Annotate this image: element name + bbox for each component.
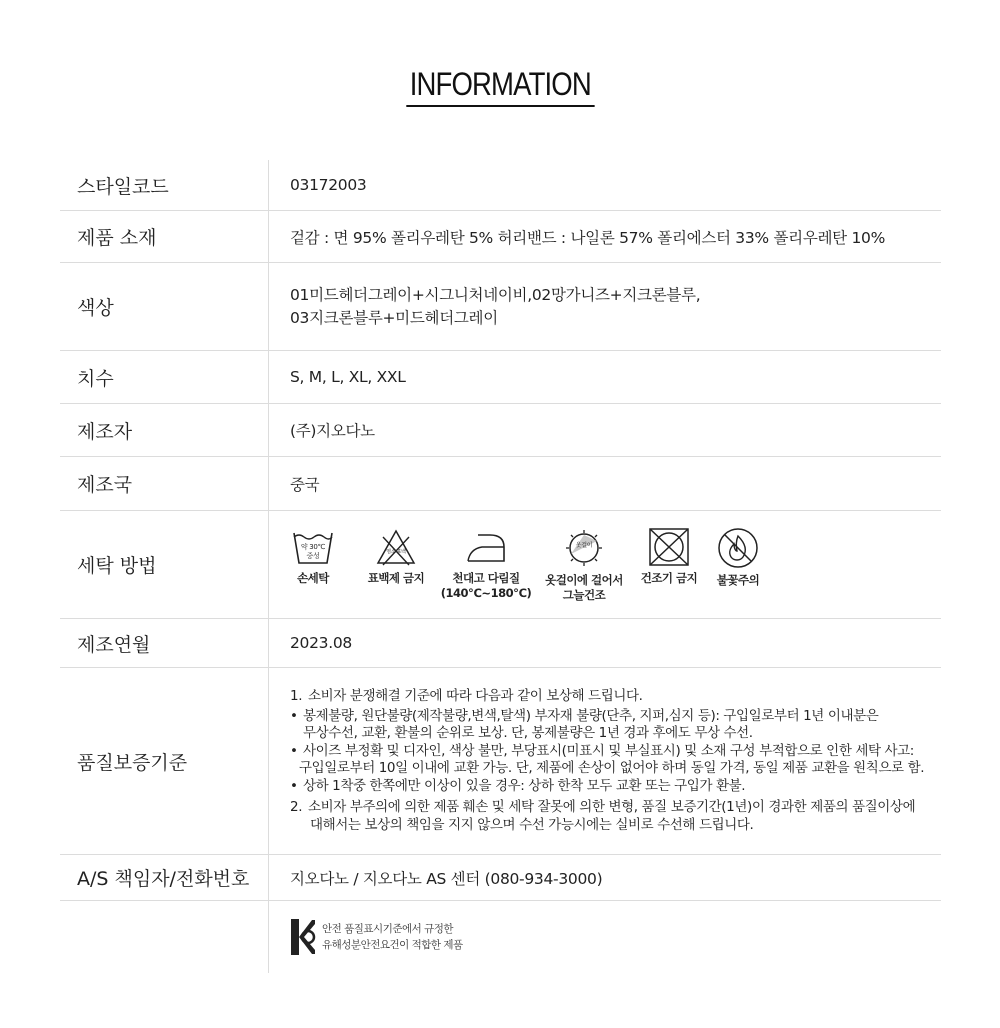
value-size: S, M, L, XL, XXL [290, 368, 406, 386]
wash-label-dryer: 건조기 금지 [640, 571, 698, 585]
value-as: 지오다노 / 지오다노 AS 센터 (080-934-3000) [290, 869, 603, 888]
label-maker: 제조자 [60, 404, 269, 456]
label-size: 치수 [60, 351, 269, 403]
label-washing: 세탁 방법 [60, 511, 269, 618]
wash-item-hand [287, 527, 339, 586]
wash-label-iron: 천대고 다림질 (140℃~180℃) [440, 571, 532, 600]
value-date: 2023.08 [290, 634, 352, 652]
label-date: 제조연월 [60, 619, 269, 667]
row-date [60, 619, 941, 668]
color-line-1: 01미드헤더그레이+시그니처네이비,02망가니즈+지크론블루, [290, 285, 701, 304]
wash-item-iron [441, 527, 531, 601]
kc-logo-icon [290, 918, 316, 956]
row-color [60, 263, 941, 351]
wash-label-flame: 불꽃주의 [716, 573, 760, 587]
row-size [60, 351, 941, 404]
quality-bullet-2: • 사이즈 부정확 및 디자인, 색상 불만, 부당표시(미표시 및 부실표시) 및 소재 구성 부적합으로 인한 세탁 사고: 구입일로부터 10일 이내에 교환 가능. 단, 제품에 손상이 없어야 하며 동일 가격, 동일 제품 교환을 원칙으로 함. [290, 742, 925, 776]
kc-certification [290, 918, 463, 956]
quality-p1: 1. 소비자 분쟁해결 기준에 따라 다음과 같이 보상해 드립니다. [290, 688, 643, 704]
no-tumble-dry-icon [647, 527, 691, 567]
hand-wash-temp: 약 30℃ [300, 543, 326, 551]
info-table [60, 160, 941, 973]
label-quality: 품질보증기준 [60, 668, 269, 854]
wash-item-dryer [637, 527, 701, 586]
label-style-code: 스타일코드 [60, 160, 269, 210]
value-maker: (주)지오다노 [290, 422, 375, 440]
label-kc-empty [60, 901, 269, 973]
flame-caution-icon [716, 527, 760, 569]
value-quality [269, 668, 941, 854]
row-kc [60, 901, 941, 973]
label-as: A/S 책임자/전화번호 [60, 855, 269, 900]
iron-icon [464, 527, 508, 567]
kc-mark [269, 901, 941, 973]
row-as [60, 855, 941, 901]
kc-text: 안전 품질표시기준에서 규정한 유해성분안전요건이 적합한 제품 [322, 923, 463, 951]
wash-item-hang [539, 527, 629, 603]
value-material: 겉감 : 면 95% 폴리우레탄 5% 허리밴드 : 나일론 57% 폴리에스터 33% 폴리우레탄 10% [290, 228, 886, 247]
wash-item-flame [711, 527, 765, 588]
value-country: 중국 [290, 475, 320, 494]
label-color: 색상 [60, 263, 269, 350]
no-bleach-icon [375, 527, 417, 567]
wash-label-hang: 옷걸이에 걸어서 그늘건조 [545, 573, 623, 602]
row-style-code [60, 160, 941, 211]
wash-item-bleach [357, 527, 435, 586]
row-quality [60, 668, 941, 855]
row-country [60, 457, 941, 511]
row-washing [60, 511, 941, 619]
hanger-text: 옷걸이 [575, 542, 593, 549]
washing-icons [269, 511, 941, 618]
bleach-text: 염소·표백 [386, 549, 406, 555]
quality-p2: 2. 소비자 부주의에 의한 제품 훼손 및 세탁 잘못에 의한 변형, 품질 보증기간(1년)이 경과한 제품의 품질이상에 대해서는 보상의 책임을 지지 않으며 수선 가능시에는 실비로 수선해 드립니다. [290, 799, 916, 833]
label-country: 제조국 [60, 457, 269, 510]
page-title-wrap [0, 66, 1000, 107]
label-material: 제품 소재 [60, 211, 269, 262]
wash-label-hand: 손세탁 [297, 571, 329, 585]
quality-bullet-1: • 봉제불량, 원단불량(제작불량,변색,탈색) 부자재 불량(단추, 지퍼,심지 등): 구입일로부터 1년 이내분은 무상수선, 교환, 환불의 순위로 보상. 단, 봉제불량은 1년 경과 후에도 무상 수선. [290, 707, 879, 741]
color-line-2: 03지크론블루+미드헤더그레이 [290, 308, 498, 327]
wash-label-bleach: 표백제 금지 [367, 571, 425, 585]
row-maker [60, 404, 941, 457]
hand-wash-detergent: 중성 [306, 552, 320, 560]
hang-dry-shade-icon [562, 527, 606, 569]
value-style-code: 03172003 [290, 176, 367, 194]
value-color [269, 263, 941, 350]
quality-bullet-3: • 상하 1착중 한쪽에만 이상이 있을 경우: 상하 한착 모두 교환 또는 구입가 환불. [290, 777, 746, 794]
page-title: INFORMATION [406, 66, 594, 107]
hand-wash-icon [290, 527, 336, 567]
row-material [60, 211, 941, 263]
